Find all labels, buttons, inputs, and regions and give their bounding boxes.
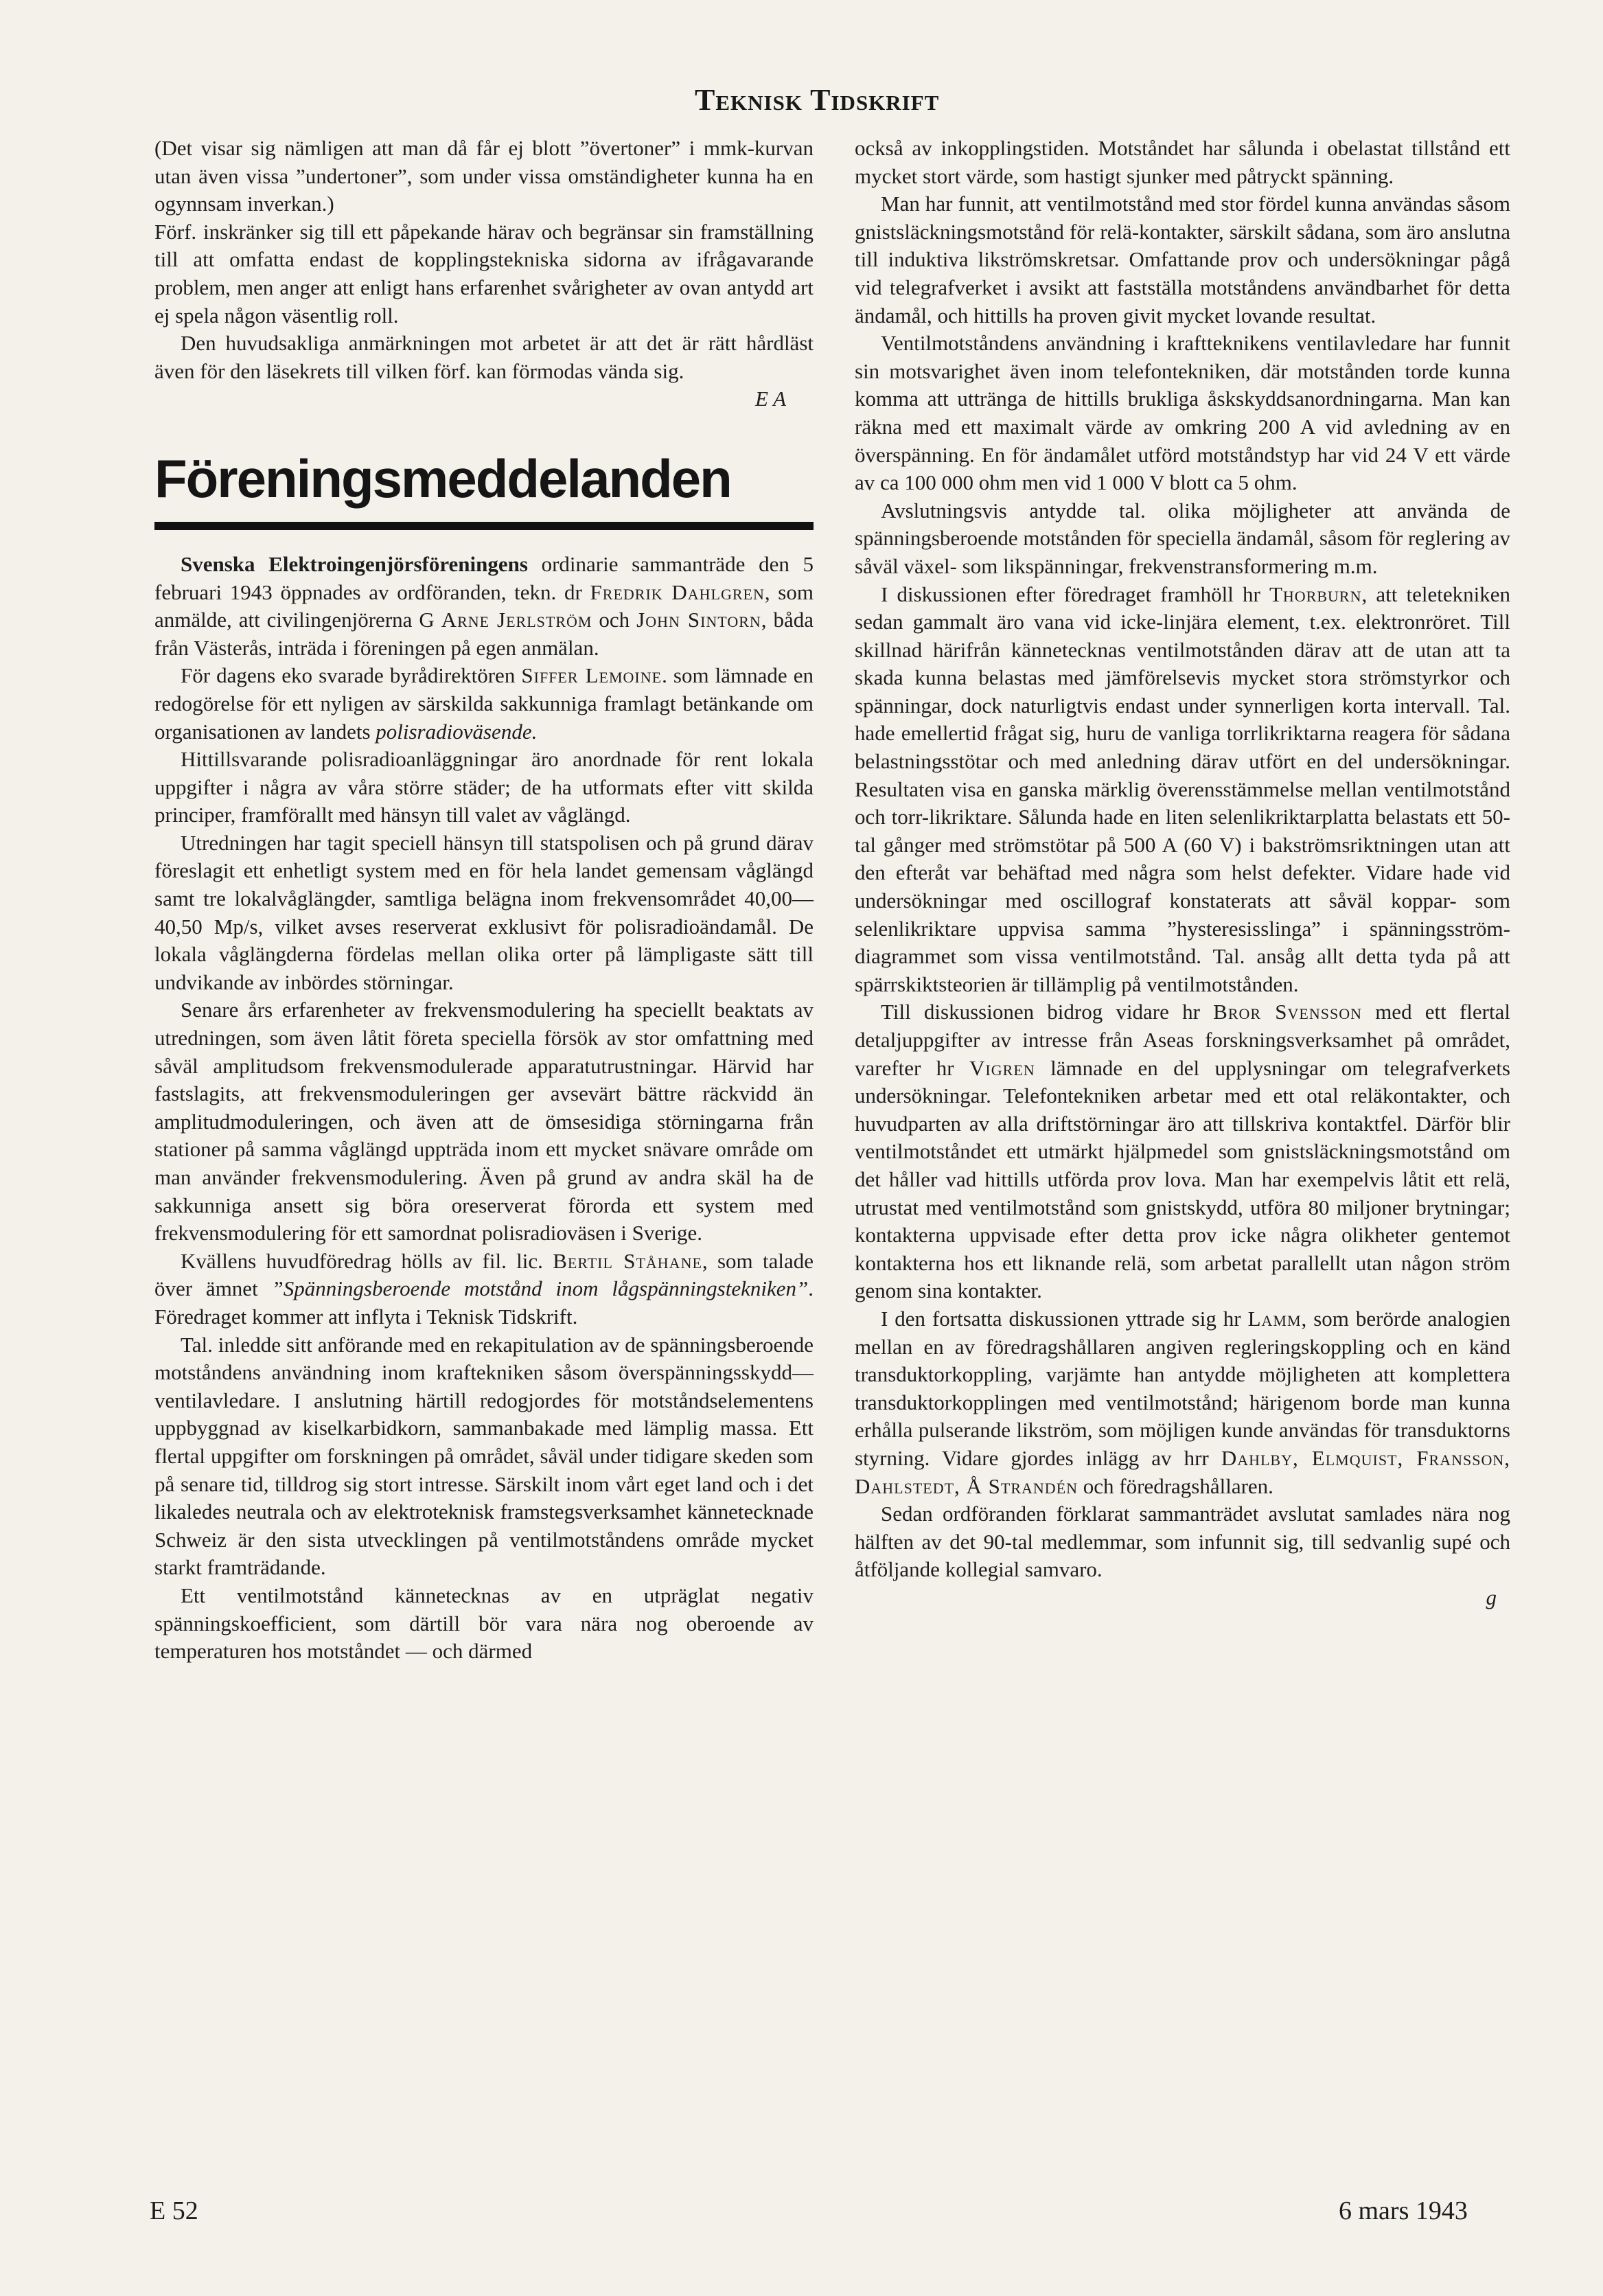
person-name: Vigren <box>969 1055 1035 1080</box>
right-column <box>855 135 1510 1611</box>
paragraph: Till diskussionen bidrog vidare hr Bror Svensson med ett flertal detaljuppgifter av intresse från Aseas forskningsverksamhet på området, varefter hr Vigren lämnade en del upplysningar om telegrafverkets undersökningar. Telefontekniken arbetar med ett otal reläkontakter, och huvudparten av alla driftstörningar äro att tillskriva kontaktfel. Därför blir ventilmotståndet ett utmärkt hjälpmedel som gnistsläckningsmotstånd om det håller vad hittills utförda prov lova. Man har exempelvis låtit ett relä, utrustat med ventilmotstånd som gnistskydd, utföra 80 miljoner brytningar; kontakterna uppvisade efter detta prov icke några olikheter gentemot kontakterna hos ett liknande relä, som arbetat parallellt utan någon ström genom sina kontakter. <box>855 1000 1510 1303</box>
page-number: E 52 <box>150 2196 198 2225</box>
paragraph: Hittillsvarande polisradioanläggningar äro anordnade för rent lokala uppgifter i några av våra större städer; de ha utformats efter vitt skilda principer, framförallt med hänsyn till valet av våglängd. <box>154 747 814 827</box>
paragraph: Utredningen har tagit speciell hänsyn till statspolisen och på grund därav föreslagit ett enhetligt system med en för hela landet gemensam våglängd samt tre lokalvåglängder, samtliga belägna inom frekvensområdet 40,00—40,50 Mp/s, vilket avses reserverat exklusivt för polisradioändamål. De lokala våglängderna fördelas mellan olika orter på lämpligaste sätt till undvikande av inbördes störningar. <box>154 830 814 994</box>
paragraph: (Det visar sig nämligen att man då får ej blott ”övertoner” i mmk-kurvan utan även vissa ”undertoner”, som under vissa omständigheter kunna ha en ogynnsam inverkan.) <box>154 136 814 216</box>
paragraph: också av inkopplingstiden. Motståndet har sålunda i obelastat tillstånd ett mycket stort värde, som hastigt sjunker med påtryckt spänning. <box>855 136 1510 188</box>
lecture-title: ”Spänningsberoende motstånd inom lågspänningstekniken” <box>271 1276 809 1301</box>
paragraph: Man har funnit, att ventilmotstånd med stor fördel kunna användas såsom gnistsläckningsmotstånd för relä-kontakter, särskilt sådana, som äro anslutna till induktiva likströmskretsar. Omfattande prov och undersökningar pågå vid telegrafverket i avsikt att fastställa motståndens användbarhet för detta ändamål, och hittills ha proven givit mycket lovande resultat. <box>855 192 1510 328</box>
left-column <box>154 135 814 1666</box>
paragraph: Ett ventilmotstånd kännetecknas av en utpräglat negativ spänningskoefficient, som därtill bör vara nära nog oberoende av temperaturen hos motståndet — och därmed <box>154 1583 814 1664</box>
paragraph: Förf. inskränker sig till ett påpekande härav och begränsar sin framställning till att omfatta endast de kopplingstekniska sidorna av ifrågavarande problem, men anger att enligt hans erfarenhet svårigheter av ovan antydd art ej spela någon väsentlig roll. <box>154 219 814 328</box>
person-name: Thorburn <box>1269 582 1362 606</box>
person-name: Bertil Ståhane <box>553 1248 702 1273</box>
person-name: Lamm <box>1247 1306 1302 1331</box>
paragraph: I diskussionen efter föredraget framhöll hr Thorburn, att teletekniken sedan gammalt äro vana vid icke-linjära element, t.ex. elektronröret. Till skillnad härifrån kännetecknas ventilmotstånden därav att de utan att ta skada kunna belastas med jämförelsevis mycket stora strömstyrkor och spänningar, dock naturligtvis endast under synnerligen korta intervall. Tal. hade emellertid frågat sig, huru de vanliga torrlikriktarna reagera för sådana belastningsstötar och med anledning därav utfört en del undersökningar. Resultaten visa en ganska märklig överensstämmelse mellan ventilmotstånd och torr-likriktare. Sålunda hade en liten selenlikriktarplatta belastats ett 50-tal gånger med strömstötar på 500 A (60 V) i bakströmsriktningen utan att den efteråt var behäftad med några som helst defekter. Vidare hade vid undersökningar med oscillograf konstaterats att såväl koppar- som selenlikriktare uppvisa samma ”hysteresisslinga” i spänningsström-diagrammet som vissa ventilmotstånd. Tal. ansåg allt detta tyda på att spärrskiktsteorien är tillämplig på ventilmotstånden. <box>855 582 1510 996</box>
section-title: Föreningsmeddelanden <box>154 448 731 509</box>
paragraph: Senare års erfarenheter av frekvensmodulering ha speciellt beaktats av utredningen, som även låtit företa speciella försök av stor omfattning med såväl amplitudsom frekvensmodulerade apparatutrustningar. Härvid har fastslagits, att frekvensmoduleringen ger avsevärt bättre räckvidd än amplitudmoduleringen, och även att de ömsesidiga störningarna från stationer på samma våglängd uppträda inom ett mycket snävare område om man använder frekvensmodulering. Även på grund av andra skäl ha de sakkunniga ansett sig böra oreserverat förorda ett system med frekvensmodulering för ett samordnat polisradioväsen i Sverige. <box>154 998 814 1245</box>
issue-date: 6 mars 1943 <box>1339 2196 1468 2225</box>
review-signature: E A <box>754 387 786 411</box>
person-name: Arne Jerlström <box>441 608 592 632</box>
person-name: John Sintorn <box>636 608 761 632</box>
paragraph: Den huvudsakliga anmärkningen mot arbetet är att det är rätt hårdläst även för den läsekrets till vilken förf. kan förmodas vända sig. <box>154 331 814 383</box>
paragraph: Svenska Elektroingenjörsföreningens ordinarie sammanträde den 5 februari 1943 öppnades av ordföranden, tekn. dr Fredrik Dahlgren, som anmälde, att civilingenjörerna G Arne Jerlström och John Sintorn, båda från Västerås, inträda i föreningen på egen anmälan. <box>154 551 814 660</box>
paragraph: I den fortsatta diskussionen yttrade sig hr Lamm, som berörde analogien mellan en av föredragshållaren angiven regleringskoppling och en känd transduktorkoppling, varjämte han antydde möjligheten att komplettera transduktorkopplingen med ventilmotstånd; härigenom borde man kunna erhålla pulserande likström, som möjligen kunde användas för transduktorns styrning. Vidare gjordes inlägg av hrr Dahlby, Elmquist, Fransson, Dahlstedt, Å Strandén och föredragshållaren. <box>855 1306 1510 1498</box>
journal-masthead: Teknisk Tidskrift <box>695 83 940 117</box>
person-name: Bror Svensson <box>1213 1000 1362 1024</box>
paragraph: Sedan ordföranden förklarat sammanträdet avslutat samlades nära nog hälften av det 90-tal medlemmar, som infunnit sig, till sedvanlig supé och åtföljande kollegial samvaro. <box>855 1502 1510 1582</box>
report-signature: g <box>1486 1585 1497 1609</box>
person-name: Siffer Lemoine <box>521 663 662 688</box>
paragraph: Tal. inledde sitt anförande med en rekapitulation av de spänningsberoende motståndens användning inom kraftekniken såsom överspänningsskydd—ventilavledare. I anslutning härtill redogjordes för motståndselementens uppbyggnad av kiselkarbidkorn, sammanbakade med lämplig massa. Ett flertal uppgifter om forskningen på området, såväl under tidigare skeden som på senare tid, tilldrog sig stort intresse. Särskilt inom vårt eget land och i det likaledes neutrala och av elektroteknisk framstegsverksamhet kännetecknade Schweiz är den sista utvecklingen på ventilmotståndens område mycket starkt framträdande. <box>154 1332 814 1580</box>
paragraph: Ventilmotståndens användning i kraftteknikens ventilavledare har funnit sin motsvarighet även inom telefontekniken, där motstånden torde kunna komma att uttränga de hittills brukliga åskskyddsanordningarna. Man kan räkna med ett maximalt värde av omkring 200 A vid avledning av en överspänning. En för ändamålet utförd motståndstyp har vid 24 V ett värde av ca 100 000 ohm men vid 1 000 V blott ca 5 ohm. <box>855 331 1510 495</box>
paragraph: För dagens eko svarade byrådirektören Siffer Lemoine. som lämnade en redogörelse för ett nyligen av särskilda sakkunniga framlagt betänkande om organisationen av landets polisradioväsende. <box>154 663 814 744</box>
society-name: Svenska Elektroingenjörsföreningens <box>181 551 528 576</box>
section-rule <box>154 522 814 530</box>
person-names: Dahlby, Elmquist, Fransson, Dahlstedt, Å Strandén <box>855 1445 1510 1498</box>
paragraph: Kvällens huvudföredrag hölls av fil. lic. Bertil Ståhane, som talade över ämnet ”Spänningsberoende motstånd inom lågspänningstekniken”. Föredraget kommer att inflyta i Teknisk Tidskrift. <box>154 1248 814 1329</box>
paragraph: Avslutningsvis antydde tal. olika möjligheter att använda de spänningsberoende motstånden för speciella ändamål, såsom för reglering av såväl växel- som likspänningar, frekvenstransformering m.m. <box>855 498 1510 578</box>
person-name: Fredrik Dahlgren <box>590 579 765 604</box>
